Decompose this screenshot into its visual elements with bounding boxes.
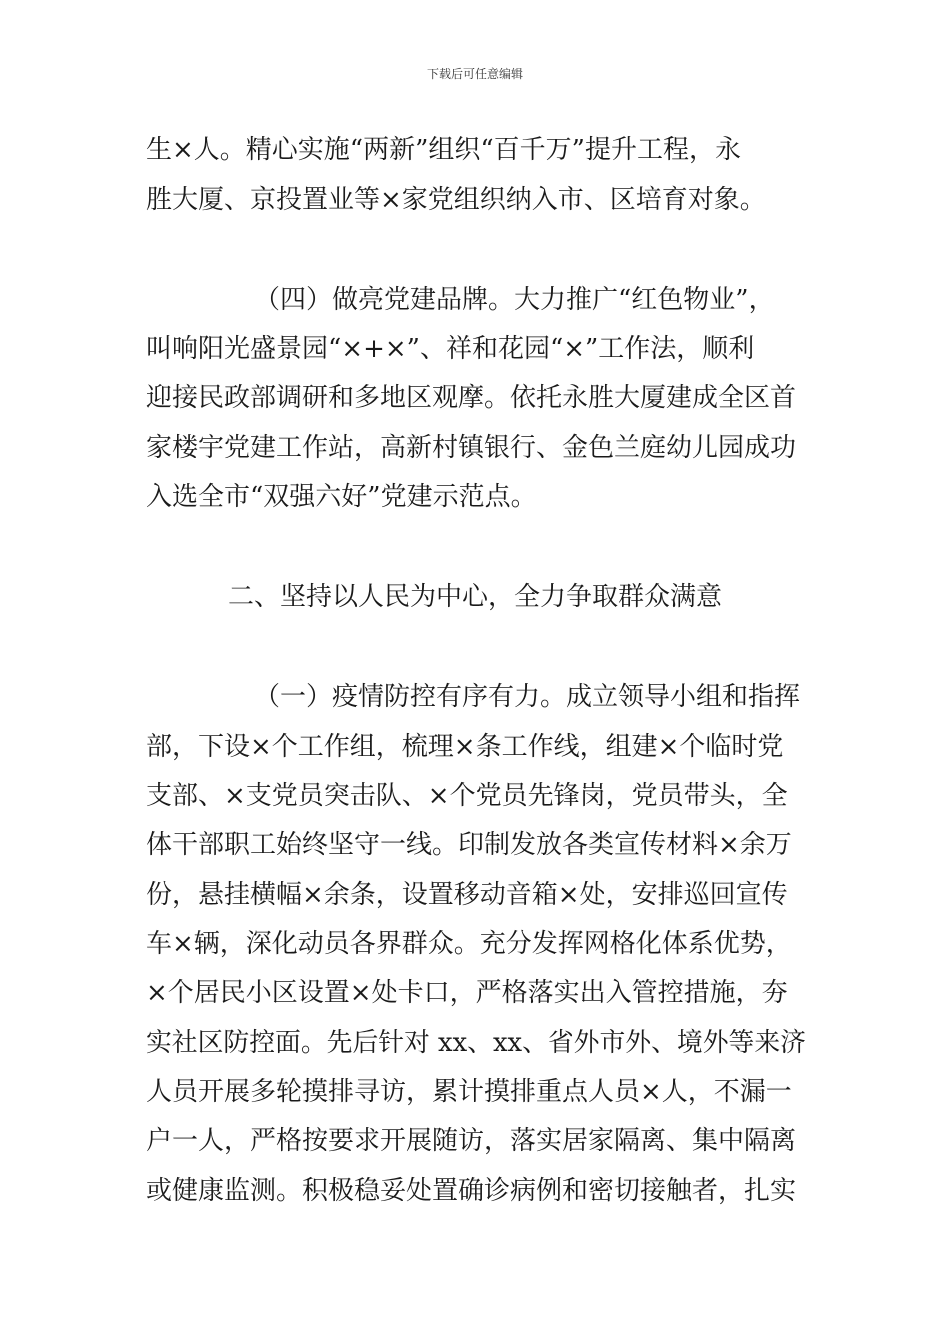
paragraph-line: 体干部职工始终坚守一线。印制发放各类宣传材料×余万 xyxy=(146,830,792,860)
paragraph-line: 胜大厦、京投置业等×家党组织纳入市、区培育对象。 xyxy=(146,185,766,215)
paragraph-line: 入选全市“双强六好”党建示范点。 xyxy=(146,482,537,512)
section-heading: 二、坚持以人民为中心，全力争取群众满意 xyxy=(227,582,722,612)
paragraph-line: 叫响阳光盛景园“×+×”、祥和花园“×”工作法，顺利 xyxy=(146,334,755,364)
paragraph-line: （一）疫情防控有序有力。成立领导小组和指挥 xyxy=(254,682,801,712)
page-header: 下载后可任意编辑 xyxy=(426,67,523,81)
paragraph-line: ×个居民小区设置×处卡口，严格落实出入管控措施，夯 xyxy=(146,978,788,1008)
paragraph-line: 或健康监测。积极稳妥处置确诊病例和密切接触者，扎实 xyxy=(146,1176,797,1206)
paragraph-line: 部，下设×个工作组，梳理×条工作线，组建×个临时党 xyxy=(146,732,784,762)
paragraph-line: 人员开展多轮摸排寻访，累计摸排重点人员×人，不漏一 xyxy=(146,1077,792,1107)
paragraph-line: 家楼宇党建工作站，高新村镇银行、金色兰庭幼儿园成功 xyxy=(146,433,797,463)
paragraph-line: （四）做亮党建品牌。大力推广“红色物业”， xyxy=(254,285,775,315)
paragraph-line: 生×人。精心实施“两新”组织“百千万”提升工程，永 xyxy=(146,135,741,165)
paragraph-line: 车×辆，深化动员各界群众。充分发挥网格化体系优势， xyxy=(146,929,792,959)
paragraph-line: 份，悬挂横幅×余条，设置移动音箱×处，安排巡回宣传 xyxy=(146,880,788,910)
paragraph-line: 迎接民政部调研和多地区观摩。依托永胜大厦建成全区首 xyxy=(146,383,797,413)
paragraph-line: 实社区防控面。先后针对 xx、xx、省外市外、境外等来济 xyxy=(146,1028,806,1058)
paragraph-line: 户一人，严格按要求开展随访，落实居家隔离、集中隔离 xyxy=(146,1126,797,1156)
paragraph-line: 支部、×支党员突击队、×个党员先锋岗，党员带头，全 xyxy=(146,781,788,811)
